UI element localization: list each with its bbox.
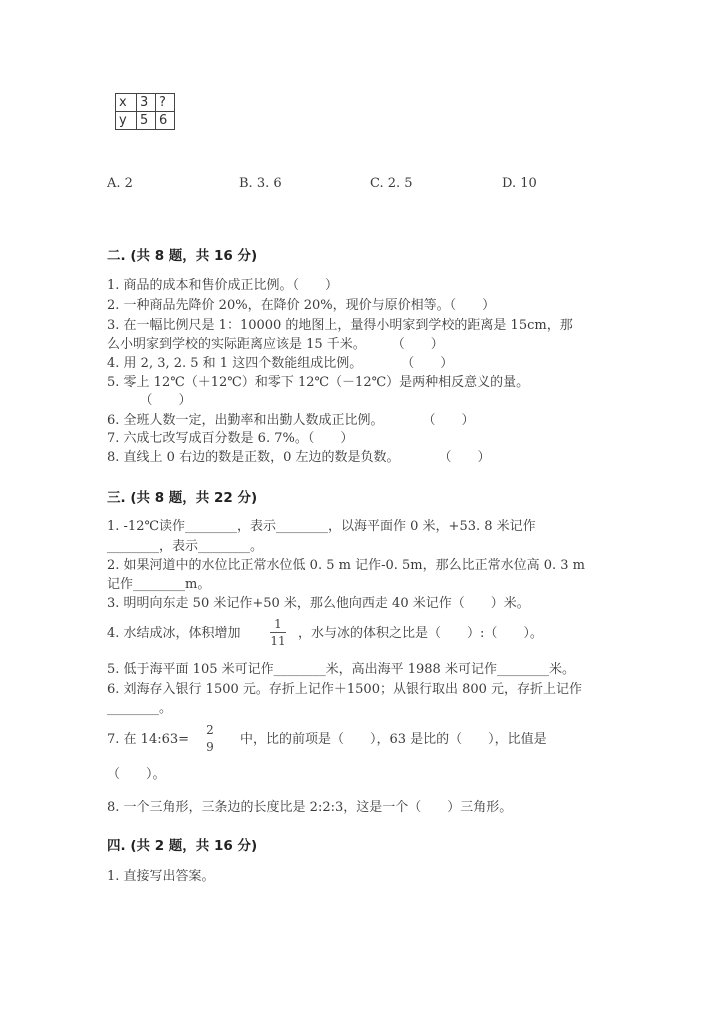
s2-question-3b: 么小明家到学校的实际距离应该是 15 千米。 （ ）: [107, 337, 444, 352]
s3-question-6a: 6. 刘海存入银行 1500 元。存折上记作＋1500；从银行取出 800 元，存折上记作: [107, 682, 583, 697]
table-cell: ?: [156, 94, 175, 112]
s2-question-5b: （ ）: [107, 393, 192, 408]
table-cell: 5: [137, 112, 156, 130]
s3-question-4-before: 4. 水结成冰，体积增加: [107, 626, 241, 641]
s3-question-2a: 2. 如果河道中的水位比正常水位低 0. 5 m 记作-0. 5m，那么比正常水位高 0. 3 m: [107, 558, 585, 573]
s3-question-6b: ________。: [107, 701, 173, 716]
fraction-1-11: [270, 617, 286, 648]
fraction-denominator: 11: [270, 634, 286, 648]
option-c: C. 2. 5: [370, 176, 413, 191]
s3-question-1b: ________，表示________。: [107, 539, 264, 554]
s3-question-1a: 1. -12℃读作________，表示________，以海平面作 0 米，+53. 8 米记作: [107, 519, 536, 534]
s2-question-7: 7. 六成七改写成百分数是 6. 7%。（ ）: [107, 431, 354, 446]
s3-question-5: 5. 低于海平面 105 米可记作________米，高出海平 1988 米可记作________米。: [107, 662, 575, 677]
s2-question-5a: 5. 零上 12℃（＋12℃）和零下 12℃（－12℃）是两种相反意义的量。: [107, 375, 530, 390]
fraction-bar: [204, 738, 216, 739]
option-a: A. 2: [107, 176, 133, 191]
s2-question-3a: 3. 在一幅比例尺是 1：10000 的地图上，量得小明家到学校的距离是 15cm，那: [107, 318, 573, 333]
fraction-numerator: 2: [206, 723, 214, 737]
fraction-denominator: 9: [206, 740, 214, 754]
fraction-2-9: [204, 723, 216, 754]
s3-question-7-before: 7. 在 14:63=: [107, 732, 190, 747]
s3-question-7b: （ ）。: [107, 767, 166, 782]
s2-question-4: 4. 用 2, 3, 2. 5 和 1 这四个数能组成比例。 （ ）: [107, 356, 454, 371]
s2-question-6: 6. 全班人数一定，出勤率和出勤人数成正比例。 （ ）: [107, 413, 475, 428]
fraction-bar: [270, 632, 286, 633]
s2-question-8: 8. 直线上 0 右边的数是正数，0 左边的数是负数。 （ ）: [107, 450, 491, 465]
section-3-heading: 三. (共 8 题，共 22 分): [107, 490, 258, 506]
table-cell: 6: [156, 112, 175, 130]
xy-value-table: [115, 93, 175, 130]
section-2-heading: 二. (共 8 题，共 16 分): [107, 248, 258, 264]
s4-question-1: 1. 直接写出答案。: [107, 869, 215, 884]
fraction-numerator: 1: [274, 617, 282, 631]
option-b: B. 3. 6: [239, 176, 282, 191]
s2-question-1: 1. 商品的成本和售价成正比例。（ ）: [107, 278, 339, 293]
s3-question-2b: 记作________m。: [107, 577, 211, 592]
table-cell: y: [116, 112, 137, 130]
option-d: D. 10: [502, 176, 537, 191]
table-cell: x: [116, 94, 137, 112]
table-row: [116, 94, 175, 112]
table-row: [116, 112, 175, 130]
table-cell: 3: [137, 94, 156, 112]
s2-question-2: 2. 一种商品先降价 20%，在降价 20%，现价与原价相等。（ ）: [107, 298, 496, 313]
section-4-heading: 四. (共 2 题，共 16 分): [107, 838, 258, 854]
s3-question-4-after: ，水与冰的体积之比是（ ）:（ ）。: [298, 626, 543, 641]
s3-question-3: 3. 明明向东走 50 米记作+50 米，那么他向西走 40 米记作（ ）米。: [107, 596, 530, 611]
s3-question-8: 8. 一个三角形，三条边的长度比是 2:2:3，这是一个（ ）三角形。: [107, 800, 513, 815]
s3-question-7-after: 中，比的前项是（ ），63 是比的（ ），比值是: [240, 732, 547, 747]
